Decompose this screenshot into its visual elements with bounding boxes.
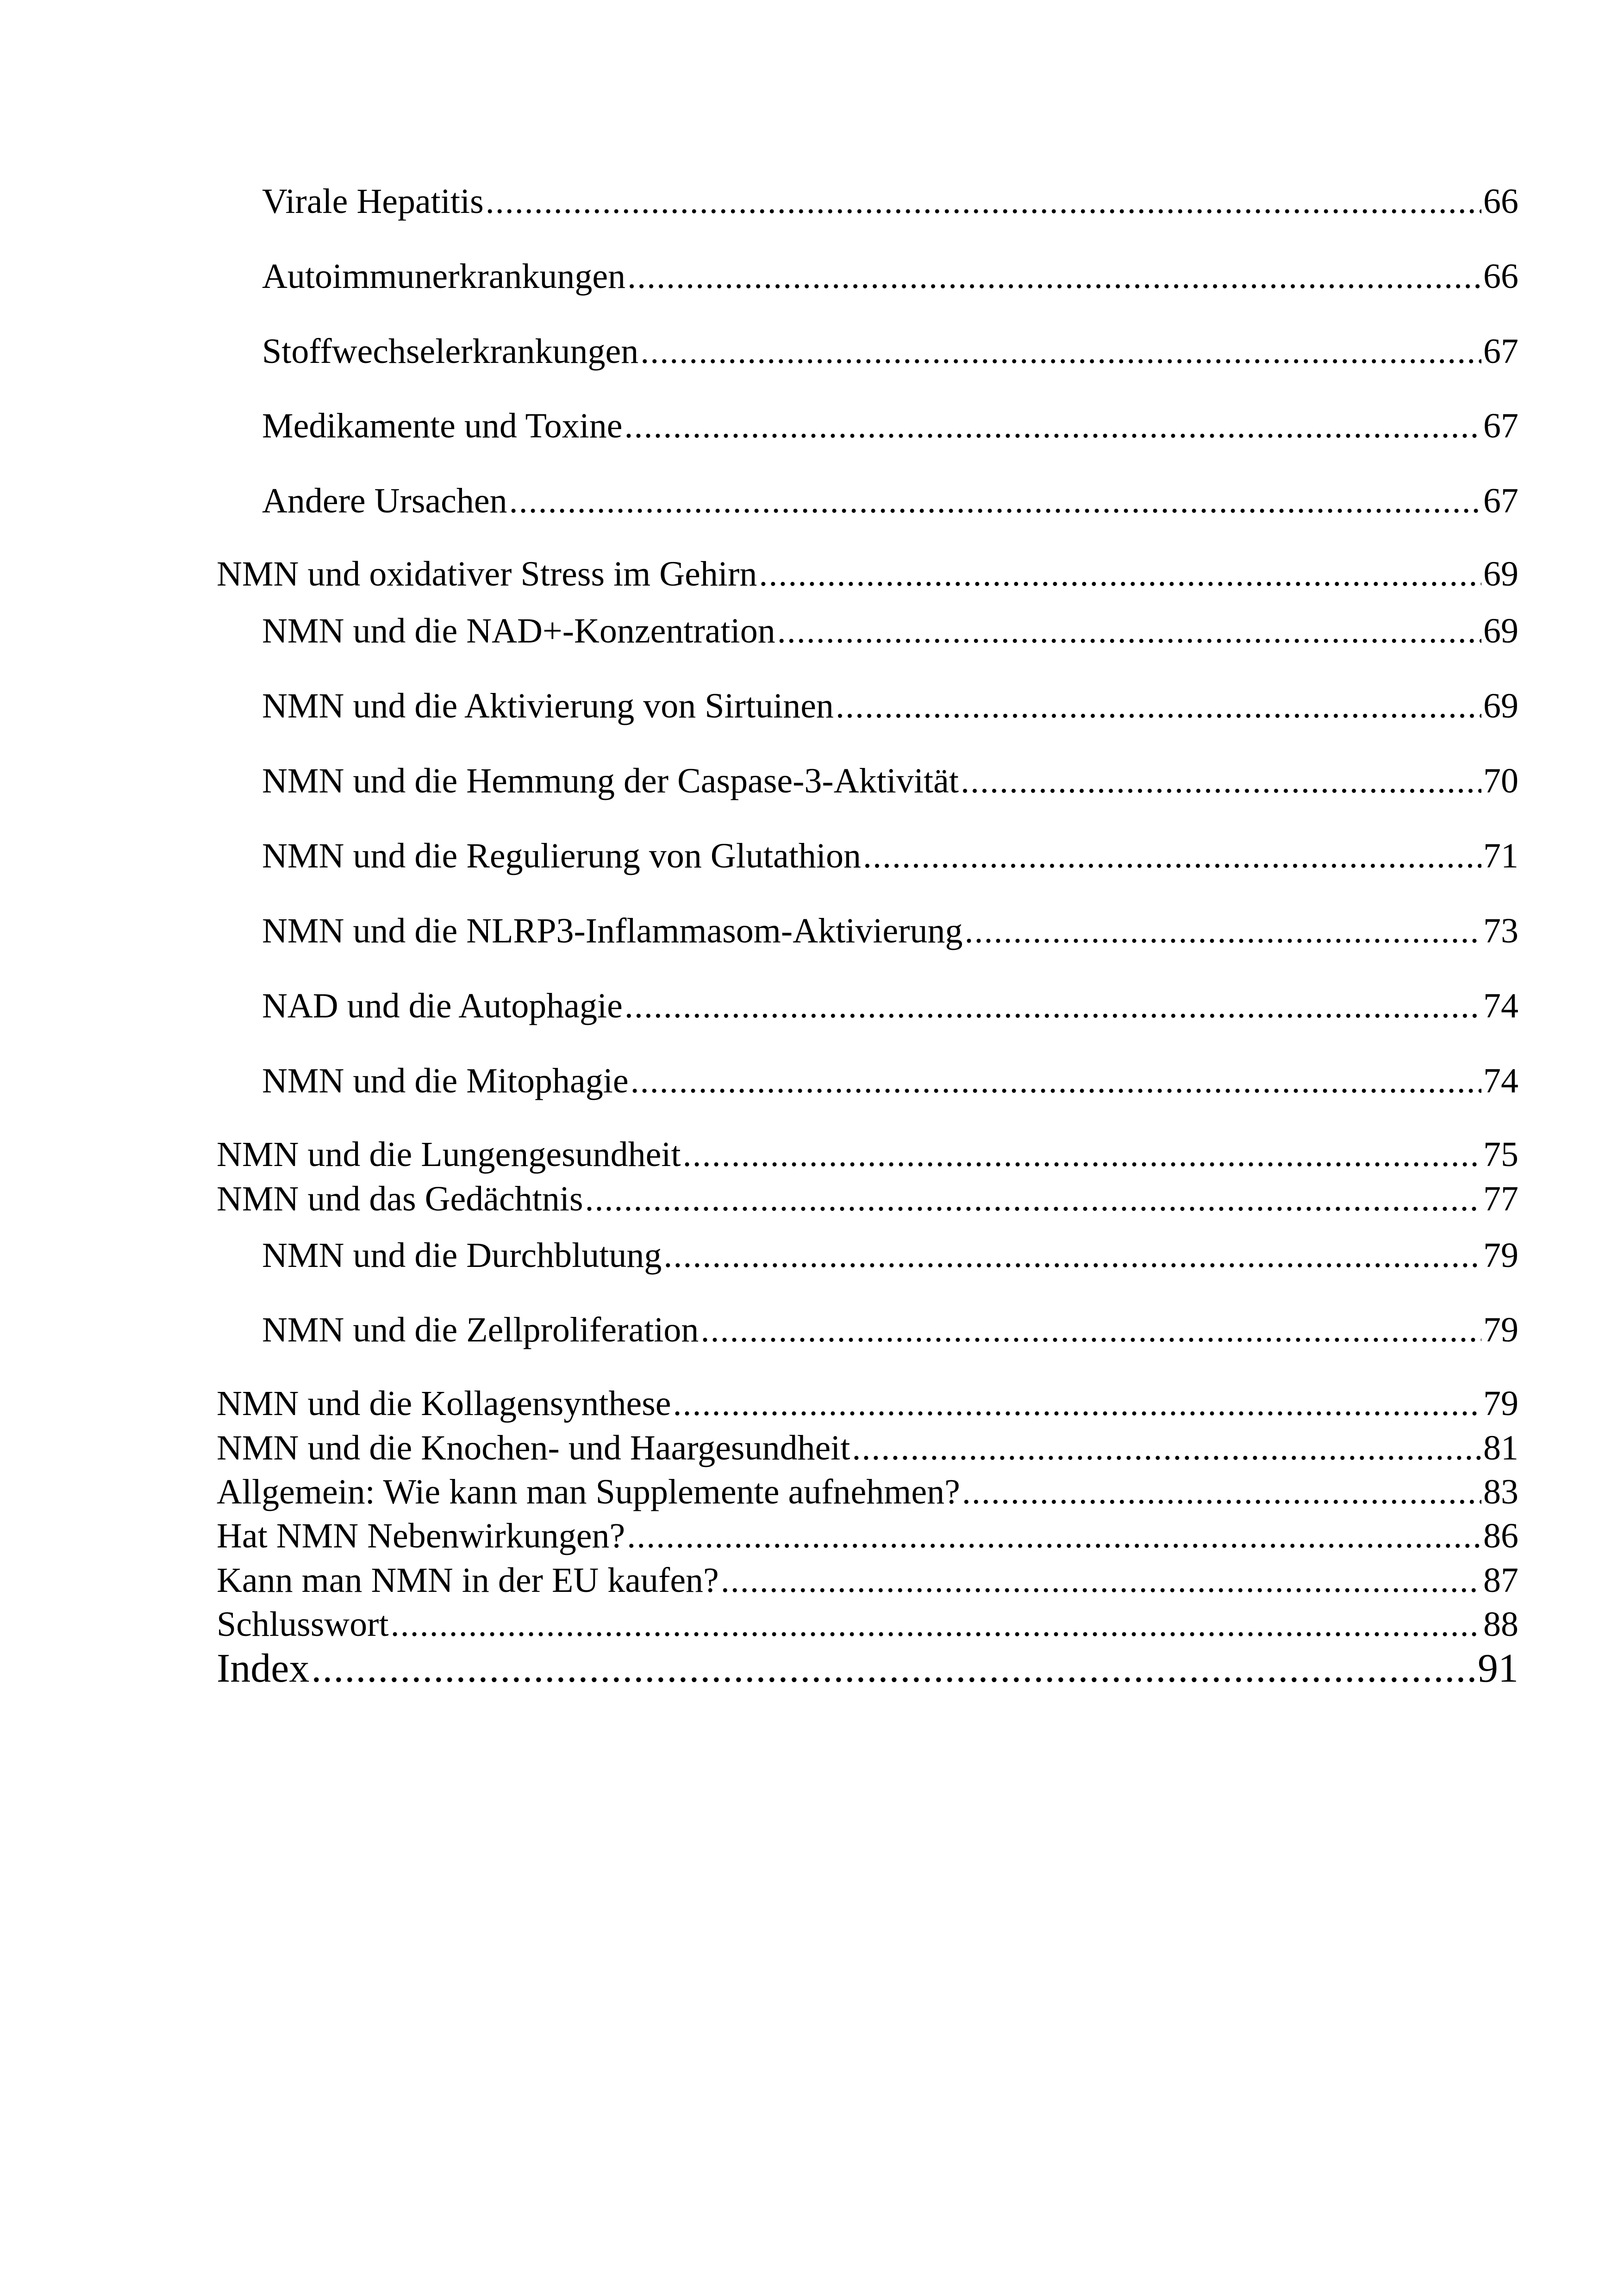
toc-entry-title: Index — [217, 1646, 310, 1691]
toc-entry-page: 69 — [1483, 555, 1518, 593]
dot-leader — [721, 1557, 1481, 1603]
toc-entry-title: Medikamente und Toxine — [262, 406, 623, 445]
toc-entry-title: Andere Ursachen — [262, 481, 507, 520]
toc-entry-title: Schlusswort — [217, 1605, 389, 1644]
toc-entry[interactable] — [217, 1131, 1518, 1178]
dot-leader — [625, 983, 1481, 1029]
toc-entry[interactable] — [217, 551, 1518, 597]
toc-entry[interactable] — [217, 1601, 1518, 1647]
dot-leader — [509, 478, 1481, 524]
toc-entry-title: Hat NMN Nebenwirkungen? — [217, 1516, 625, 1555]
dot-leader — [486, 178, 1481, 225]
dot-leader — [962, 1469, 1481, 1515]
toc-entry[interactable] — [217, 1380, 1518, 1427]
toc-entry-page: 69 — [1483, 686, 1518, 725]
dot-leader — [964, 908, 1481, 954]
dot-leader — [836, 683, 1481, 729]
toc-entry-page: 83 — [1483, 1472, 1518, 1511]
toc-entry-page: 74 — [1483, 986, 1518, 1025]
toc-entry[interactable] — [262, 253, 1518, 299]
toc-entry-page: 73 — [1483, 911, 1518, 950]
toc-entry-page: 66 — [1483, 257, 1518, 296]
toc-entry[interactable] — [262, 683, 1518, 729]
toc-entry-page: 86 — [1483, 1516, 1518, 1555]
toc-entry[interactable] — [217, 1557, 1518, 1603]
toc-entry-page: 74 — [1483, 1061, 1518, 1100]
dot-leader — [700, 1307, 1481, 1353]
toc-entry-page: 79 — [1483, 1236, 1518, 1275]
toc-entry[interactable] — [217, 1513, 1518, 1559]
toc-entry[interactable] — [217, 1643, 1518, 1694]
dot-leader — [585, 1176, 1481, 1222]
toc-entry[interactable] — [262, 1058, 1518, 1104]
toc-entry[interactable] — [217, 1425, 1518, 1471]
toc-entry[interactable] — [262, 758, 1518, 804]
dot-leader — [631, 1058, 1481, 1104]
toc-entry[interactable] — [262, 608, 1518, 654]
toc-entry-title: Allgemein: Wie kann man Supplemente aufnehmen? — [217, 1472, 960, 1511]
toc-entry-page: 77 — [1483, 1179, 1518, 1218]
toc-entry-title: Kann man NMN in der EU kaufen? — [217, 1561, 719, 1600]
toc-entry-title: NAD und die Autophagie — [262, 986, 623, 1025]
toc-entry-page: 79 — [1483, 1310, 1518, 1349]
toc-entry-title: NMN und die Hemmung der Caspase-3-Aktivität — [262, 761, 959, 800]
toc-entry-title: NMN und die Regulierung von Glutathion — [262, 836, 861, 875]
dot-leader — [673, 1380, 1481, 1427]
dot-leader — [683, 1131, 1481, 1178]
toc-entry-page: 67 — [1483, 481, 1518, 520]
toc-entry-page: 75 — [1483, 1135, 1518, 1174]
toc-entry[interactable] — [262, 908, 1518, 954]
toc-entry-title: NMN und die Zellproliferation — [262, 1310, 699, 1349]
dot-leader — [311, 1643, 1476, 1694]
toc-entry-title: NMN und die Aktivierung von Sirtuinen — [262, 686, 834, 725]
dot-leader — [624, 403, 1481, 449]
toc-entry[interactable] — [262, 478, 1518, 524]
toc-entry-title: NMN und die Lungengesundheit — [217, 1135, 681, 1174]
dot-leader — [627, 253, 1481, 299]
toc-entry-title: NMN und die NLRP3-Inflammasom-Aktivierung — [262, 911, 963, 950]
toc-entry-page: 70 — [1483, 761, 1518, 800]
toc-entry-page: 87 — [1483, 1561, 1518, 1600]
toc-entry[interactable] — [262, 1232, 1518, 1278]
toc-entry-title: NMN und oxidativer Stress im Gehirn — [217, 555, 757, 593]
toc-entry[interactable] — [262, 983, 1518, 1029]
toc-entry-page: 88 — [1483, 1605, 1518, 1644]
dot-leader — [961, 758, 1481, 804]
dot-leader — [777, 608, 1481, 654]
toc-entry-title: NMN und die Knochen- und Haargesundheit — [217, 1428, 850, 1467]
toc-entry[interactable] — [262, 403, 1518, 449]
toc-entry-title: NMN und die Mitophagie — [262, 1061, 629, 1100]
toc-entry[interactable] — [262, 178, 1518, 225]
toc-entry[interactable] — [262, 833, 1518, 879]
toc-entry-title: NMN und die Durchblutung — [262, 1236, 662, 1275]
toc-entry-title: NMN und das Gedächtnis — [217, 1179, 583, 1218]
toc-entry-title: NMN und die Kollagensynthese — [217, 1384, 671, 1423]
dot-leader — [759, 551, 1481, 597]
toc-entry-page: 91 — [1478, 1646, 1518, 1691]
dot-leader — [627, 1513, 1481, 1559]
toc-entry-title: Stoffwechselerkrankungen — [262, 332, 639, 371]
dot-leader — [663, 1232, 1481, 1278]
toc-entry[interactable] — [217, 1176, 1518, 1222]
toc-entry-page: 81 — [1483, 1428, 1518, 1467]
toc-entry-title: NMN und die NAD+-Konzentration — [262, 611, 775, 650]
toc-entry[interactable] — [262, 1307, 1518, 1353]
toc-entry[interactable] — [217, 1469, 1518, 1515]
dot-leader — [640, 328, 1481, 374]
toc-entry-page: 67 — [1483, 406, 1518, 445]
toc-entry-page: 67 — [1483, 332, 1518, 371]
toc-entry-page: 69 — [1483, 611, 1518, 650]
dot-leader — [863, 833, 1481, 879]
toc-entry-title: Autoimmunerkrankungen — [262, 257, 626, 296]
toc-entry[interactable] — [262, 328, 1518, 374]
toc-entry-title: Virale Hepatitis — [262, 182, 484, 221]
toc-entry-page: 71 — [1483, 836, 1518, 875]
toc-entry-page: 66 — [1483, 182, 1518, 221]
dot-leader — [391, 1601, 1481, 1647]
dot-leader — [852, 1425, 1481, 1471]
toc-entry-page: 79 — [1483, 1384, 1518, 1423]
